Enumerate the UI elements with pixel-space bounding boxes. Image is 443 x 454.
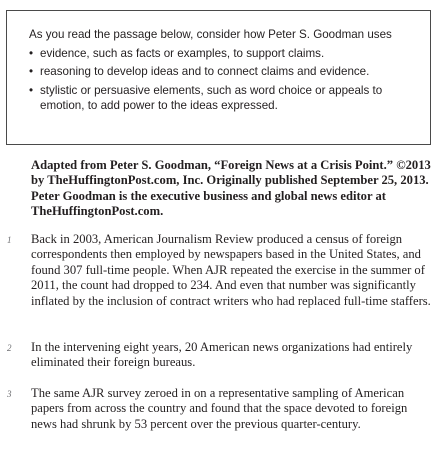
instruction-intro: As you read the passage below, consider how Peter S. Goodman uses <box>29 28 392 41</box>
passage-paragraph <box>7 232 436 309</box>
passage-paragraph <box>7 386 436 432</box>
instruction-item-reasoning <box>29 64 416 80</box>
instruction-item-text: evidence, such as facts or examples, to support claims. <box>40 46 325 60</box>
bullet-icon: • <box>29 83 34 97</box>
instruction-item-text: reasoning to develop ideas and to connect claims and evidence. <box>40 65 370 78</box>
instruction-list <box>29 46 416 114</box>
bullet-icon: • <box>29 65 34 78</box>
paragraph-number: 2 <box>7 343 12 353</box>
instruction-item-stylistic <box>29 83 416 114</box>
instruction-item-text: stylistic or persuasive elements, such as word choice or appeals to emotion, to add power to the ideas expressed. <box>40 83 383 112</box>
instruction-box <box>6 10 431 145</box>
source-note: Adapted from Peter S. Goodman, “Foreign News at a Crisis Point.” ©2013 by TheHuffingtonPost.com, Inc. Originally published September 25, 2013. Peter Goodman is the executive business and global news editor at TheHuffingtonPost.com. <box>31 158 431 219</box>
paragraph-text: In the intervening eight years, 20 American news organizations had entirely eliminated their foreign bureaus. <box>31 340 413 370</box>
bullet-icon: • <box>29 46 34 60</box>
paragraph-text: Back in 2003, American Journalism Review produced a census of foreign correspondents then employed by newspapers based in the United States, and found 307 full-time people. When AJR repeated the exercise in the summer of 2011, the count had dropped to 234. And even that number was significantly inflated by the inclusion of contract writers who had replaced full-time staffers. <box>31 232 431 308</box>
paragraph-text: The same AJR survey zeroed in on a representative sampling of American papers from across the country and found that the space devoted to foreign news had shrunk by 53 percent over the previous quarter-century. <box>31 386 408 431</box>
paragraph-number: 1 <box>7 235 12 245</box>
passage-paragraph <box>7 340 436 371</box>
paragraph-number: 3 <box>7 389 12 399</box>
instruction-item-evidence <box>29 46 416 62</box>
